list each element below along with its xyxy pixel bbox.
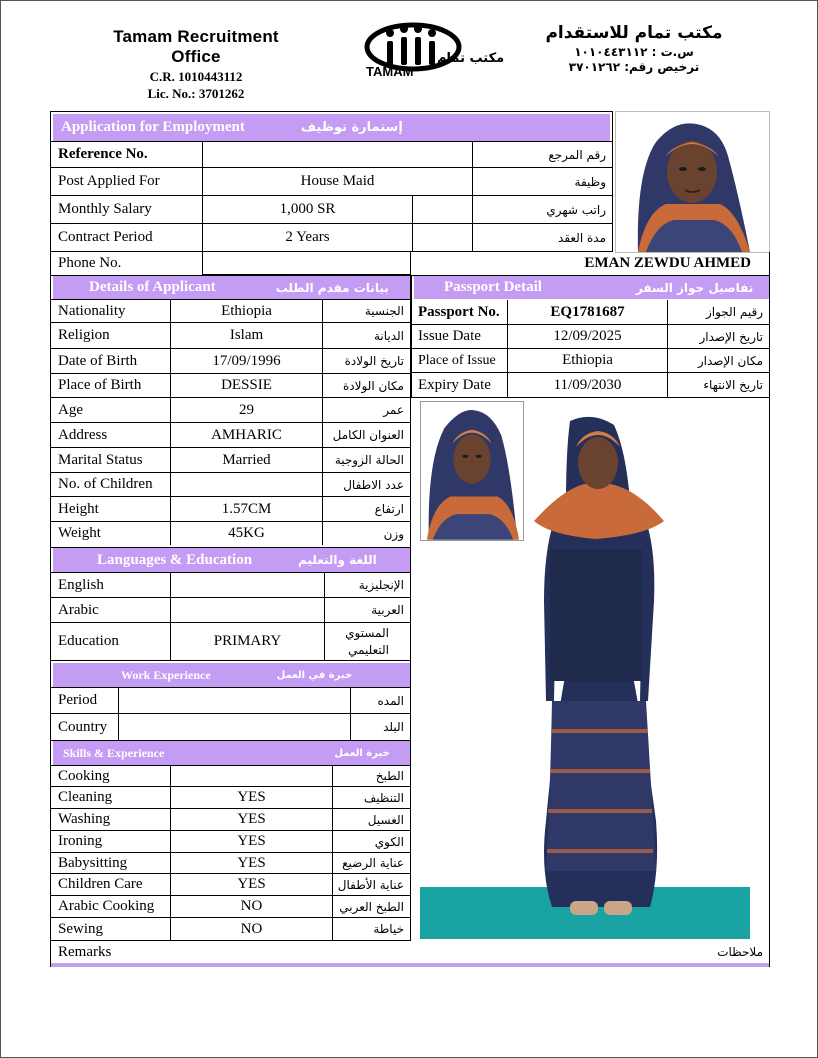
application-row	[51, 168, 612, 196]
skill-row	[51, 787, 410, 809]
languages-title-bar	[53, 548, 410, 572]
applicant-row-value: Islam	[171, 323, 323, 348]
skill-row-label-ar: الغسيل	[367, 812, 404, 827]
applicant-title-bar	[53, 276, 410, 299]
applicant-row-label: Nationality	[51, 300, 171, 322]
languages-title-en: Languages & Education	[97, 551, 253, 568]
expiry-date-label-ar: تاريخ الانتهاء	[703, 378, 763, 392]
applicant-row	[51, 497, 410, 522]
skill-row-label-ar: خياطة	[373, 922, 404, 936]
applicant-title-ar: بيانات مقدم الطلب	[275, 280, 389, 295]
salary-spacer	[413, 196, 473, 223]
company-cr-en: C.R. 1010443112	[149, 69, 243, 84]
photo-panel	[411, 398, 770, 941]
applicant-title-en: Details of Applicant	[89, 279, 216, 295]
applicant-row-label-ar: مكان الولادة	[342, 378, 404, 393]
education-label-ar: المستوي التعليمي	[345, 625, 389, 657]
applicant-row-label: No. of Children	[51, 473, 171, 496]
applicant-row	[51, 398, 410, 423]
contract-label: Contract Period	[51, 224, 203, 251]
skills-title-ar: خبرة العمل	[334, 747, 390, 759]
application-row	[51, 141, 612, 168]
place-of-issue-label: Place of Issue	[412, 349, 508, 372]
period-label: Period	[51, 688, 119, 713]
skill-row-label-ar: عناية الأطفال	[337, 877, 404, 892]
skill-row-value: YES	[171, 787, 333, 808]
skill-row	[51, 918, 410, 940]
applicant-row-value: 45KG	[171, 522, 323, 545]
skill-row-label: Children Care	[51, 874, 171, 895]
arabic-label: Arabic	[51, 598, 171, 622]
application-row	[51, 196, 612, 224]
expiry-date-value: 11/09/2030	[508, 373, 668, 397]
contract-value: 2 Years	[203, 224, 413, 251]
remarks-row	[50, 941, 770, 967]
applicant-row-value: Married	[171, 448, 323, 472]
applicant-row	[51, 423, 410, 448]
applicant-headshot	[615, 111, 770, 253]
applicant-row-label-ar: عدد الاطفال	[343, 477, 404, 492]
passport-no-value: EQ1781687	[508, 300, 668, 324]
headshot-photo-icon	[616, 112, 769, 252]
skill-row-value	[171, 766, 333, 786]
applicant-row	[51, 473, 410, 497]
english-label: English	[51, 573, 171, 597]
place-of-issue-label-ar: مكان الإصدار	[697, 353, 763, 368]
salary-label: Monthly Salary	[51, 196, 203, 223]
skill-row-label-ar: الطبخ	[375, 769, 404, 783]
skill-row-label: Sewing	[51, 918, 171, 940]
applicant-row-label-ar: العنوان الكامل	[332, 428, 404, 442]
country-label: Country	[51, 714, 119, 740]
work-row	[51, 714, 410, 740]
work-experience-table	[50, 661, 411, 741]
arabic-label-ar: العربية	[371, 603, 404, 617]
country-label-ar: البلد	[383, 720, 404, 734]
applicant-row-value: Ethiopia	[171, 300, 323, 322]
country-value	[119, 714, 351, 740]
applicant-row-label-ar: عمر	[383, 403, 404, 417]
applicant-row	[51, 323, 410, 349]
arabic-value	[171, 598, 325, 622]
applicant-row-label-ar: وزن	[383, 526, 404, 541]
company-license-en: Lic. No.: 3701262	[147, 86, 245, 101]
applicant-row-value: 29	[171, 398, 323, 422]
skill-row	[51, 896, 410, 918]
company-header-english	[93, 27, 299, 102]
skill-row	[51, 831, 410, 853]
contract-spacer	[413, 224, 473, 251]
applicant-row-label: Weight	[51, 522, 171, 545]
english-value	[171, 573, 325, 597]
passport-row	[412, 325, 769, 349]
skill-row	[51, 765, 410, 787]
expiry-date-label: Expiry Date	[412, 373, 508, 397]
phone-label: Phone No.	[51, 252, 203, 275]
skill-row-value: YES	[171, 831, 333, 852]
applicant-row	[51, 448, 410, 473]
applicant-row-label-ar: الجنسية	[364, 304, 404, 318]
reference-value	[203, 142, 473, 167]
applicant-row-label-ar: الديانة	[373, 328, 404, 343]
language-row	[51, 623, 410, 660]
applicant-row-label: Age	[51, 398, 171, 422]
company-name-ar: مكتب تمام للاستقدام	[545, 23, 723, 43]
applicant-row-label: Marital Status	[51, 448, 171, 472]
applicant-row-label: Date of Birth	[51, 349, 171, 373]
work-row	[51, 687, 410, 714]
skill-row-value: NO	[171, 918, 333, 940]
language-row	[51, 598, 410, 623]
skill-row-label-ar: عناية الرضيع	[342, 856, 404, 870]
passport-row	[412, 300, 769, 325]
applicant-row	[51, 522, 410, 545]
issue-date-value: 12/09/2025	[508, 325, 668, 348]
remarks-label-ar: ملاحظات	[717, 945, 763, 959]
applicant-row-label: Religion	[51, 323, 171, 348]
company-license-ar: ترخيص رقم: ٣٧٠١٢٦٢	[568, 60, 700, 74]
skill-row	[51, 874, 410, 896]
skills-table	[50, 741, 411, 941]
applicant-row	[51, 349, 410, 374]
applicant-row-value	[171, 473, 323, 496]
application-title-bar	[53, 114, 610, 141]
skill-row-value: YES	[171, 874, 333, 895]
work-title-bar	[53, 663, 410, 687]
phone-row	[50, 252, 770, 276]
skill-row-label: Cooking	[51, 766, 171, 786]
application-title-en: Application for Employment	[61, 119, 245, 135]
passport-title-ar: تفاصيل جواز السفر	[635, 280, 754, 295]
applicant-full-name: EMAN ZEWDU AHMED	[584, 255, 751, 271]
passport-table	[411, 276, 770, 398]
work-title-ar: خبرة في العمل	[276, 669, 353, 681]
applicant-row-label: Height	[51, 497, 171, 521]
salary-label-ar: راتب شهري	[546, 202, 606, 217]
application-title-ar: إستمارة توظيف	[300, 120, 403, 135]
company-header-arabic	[521, 23, 747, 74]
logo-wordmark: TAMAM	[366, 64, 414, 79]
remarks-purple-line	[51, 963, 769, 967]
applicant-row-label-ar: الحالة الزوجية	[334, 453, 404, 467]
skill-row-label: Cleaning	[51, 787, 171, 808]
reference-label: Reference No.	[51, 142, 203, 167]
applicant-row-label-ar: تاريخ الولادة	[344, 354, 404, 368]
languages-table	[50, 548, 411, 661]
applicant-row-value: 17/09/1996	[171, 349, 323, 373]
applicant-details-table	[50, 276, 411, 548]
skill-row-label: Washing	[51, 809, 171, 830]
applicant-row-value: AMHARIC	[171, 423, 323, 447]
english-label-ar: الإنجليزية	[358, 578, 404, 592]
salary-value: 1,000 SR	[203, 196, 413, 223]
skill-row-value: NO	[171, 896, 333, 917]
skill-row	[51, 853, 410, 874]
reference-label-ar: رقم المرجع	[548, 147, 606, 162]
passport-row	[412, 373, 769, 397]
applicant-row-value: 1.57CM	[171, 497, 323, 521]
post-label: Post Applied For	[51, 168, 203, 195]
issue-date-label-ar: تاريخ الإصدار	[699, 329, 763, 344]
skill-row-value: YES	[171, 809, 333, 830]
skill-row-label: Ironing	[51, 831, 171, 852]
passport-no-label: Passport No.	[412, 300, 508, 324]
applicant-row-label-ar: ارتفاع	[374, 502, 404, 516]
company-name-en: Tamam Recruitment Office	[113, 27, 279, 66]
skill-row-value: YES	[171, 853, 333, 873]
applicant-row-value: DESSIE	[171, 374, 323, 397]
post-value: House Maid	[203, 168, 473, 195]
application-row	[51, 224, 612, 251]
skill-row-label-ar: التنظيف	[363, 790, 404, 805]
skill-row-label: Arabic Cooking	[51, 896, 171, 917]
applicant-row-label: Address	[51, 423, 171, 447]
period-label-ar: المده	[377, 693, 404, 708]
logo-wordmark-arabic: مكتب تمام	[437, 51, 505, 66]
skill-row-label-ar: الطبخ العربي	[339, 899, 404, 914]
period-value	[119, 688, 351, 713]
passport-row	[412, 349, 769, 373]
passport-title-bar	[414, 276, 769, 299]
applicant-row	[51, 374, 410, 398]
full-body-photo-icon	[420, 401, 750, 939]
remarks-label: Remarks	[58, 943, 112, 960]
issue-date-label: Issue Date	[412, 325, 508, 348]
skill-row-label-ar: الكوي	[374, 834, 404, 849]
skill-row-label: Babysitting	[51, 853, 171, 873]
education-value: PRIMARY	[171, 623, 325, 660]
passport-no-label-ar: رقيم الجواز	[705, 305, 763, 319]
skills-title-en: Skills & Experience	[63, 745, 165, 760]
skills-title-bar	[53, 741, 410, 765]
skill-row	[51, 809, 410, 831]
languages-title-ar: اللغة والتعليم	[298, 553, 377, 567]
phone-value	[203, 252, 411, 275]
work-title-en: Work Experience	[121, 667, 211, 682]
applicant-row	[51, 299, 410, 323]
language-row	[51, 572, 410, 598]
applicant-row-label: Place of Birth	[51, 374, 171, 397]
education-label: Education	[51, 623, 171, 660]
post-label-ar: وظيفة	[574, 174, 606, 189]
contract-label-ar: مدة العقد	[558, 230, 606, 245]
place-of-issue-value: Ethiopia	[508, 349, 668, 372]
passport-title-en: Passport Detail	[444, 279, 542, 295]
company-cr-ar: س.ت : ١٠١٠٤٤٣١١٢	[574, 45, 694, 59]
application-table	[50, 111, 613, 252]
